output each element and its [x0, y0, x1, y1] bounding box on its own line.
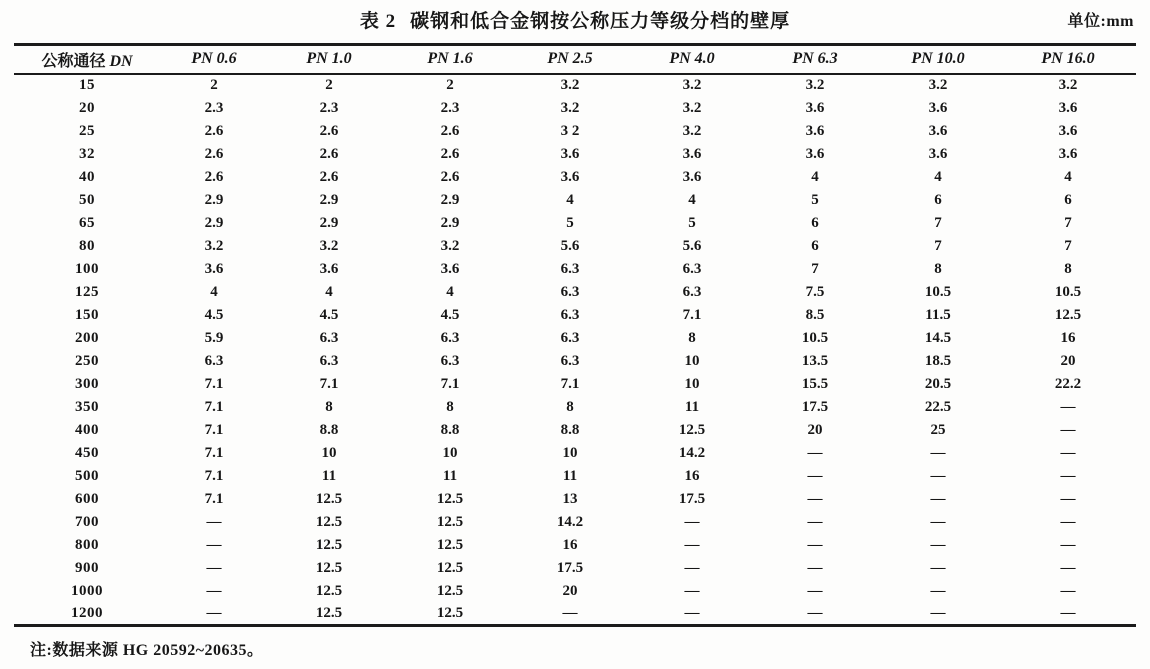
value-cell: 6.3	[204, 352, 224, 369]
value-cell: 14.5	[924, 329, 952, 346]
value-cell: 5	[566, 214, 574, 231]
value-cell: —	[684, 604, 700, 621]
value-cell: 10	[684, 375, 700, 392]
value-cell: 20	[1060, 352, 1076, 369]
dn-header-symbol: DN	[109, 52, 133, 70]
value-cell: —	[930, 559, 946, 576]
value-cell: —	[807, 559, 823, 576]
value-cell: 3.2	[560, 77, 580, 93]
value-cell: —	[562, 604, 578, 621]
table-row	[14, 166, 1136, 189]
value-cell: 8	[688, 329, 696, 346]
value-cell: 20	[562, 582, 578, 599]
value-cell: 12.5	[315, 604, 343, 621]
value-cell: 5	[811, 191, 819, 208]
value-cell: —	[930, 582, 946, 599]
table-row	[14, 465, 1136, 488]
value-cell: 4	[1064, 168, 1072, 185]
value-cell: —	[930, 490, 946, 507]
value-cell: 4.5	[440, 306, 460, 323]
table-row	[14, 189, 1136, 212]
value-cell: 2.9	[319, 191, 339, 208]
value-cell: 12.5	[436, 513, 464, 530]
value-cell: 4	[566, 191, 574, 208]
value-cell: 13	[562, 490, 578, 507]
column-header-pn: PN 10.0	[876, 45, 1000, 74]
value-cell: —	[206, 559, 222, 576]
column-header-pn: PN 1.6	[390, 45, 510, 74]
value-cell: 7.1	[319, 375, 339, 392]
dn-header-text: 公称通径	[41, 52, 110, 70]
value-cell: —	[206, 536, 222, 553]
column-header-pn: PN 0.6	[160, 45, 268, 74]
value-cell: 3.2	[1058, 77, 1078, 93]
value-cell: 10.5	[1054, 283, 1082, 300]
value-cell: —	[1060, 604, 1076, 621]
value-cell: 6.3	[440, 352, 460, 369]
value-cell: 3.2	[440, 237, 460, 254]
value-cell: 7.1	[204, 421, 224, 438]
value-cell: 15.5	[801, 375, 829, 392]
dn-cell: 15	[79, 77, 95, 93]
value-cell: 2.9	[440, 191, 460, 208]
header-row	[14, 45, 1136, 74]
value-cell: —	[930, 604, 946, 621]
value-cell: 10.5	[801, 329, 829, 346]
value-cell: 3.6	[319, 260, 339, 277]
value-cell: 4	[446, 283, 454, 300]
value-cell: 12.5	[1054, 306, 1082, 323]
value-cell: 6.3	[440, 329, 460, 346]
value-cell: 16	[1060, 329, 1076, 346]
value-cell: 7	[934, 237, 942, 254]
column-header-pn: PN 16.0	[1000, 45, 1136, 74]
dn-cell: 200	[75, 329, 99, 346]
value-cell: 2.6	[440, 168, 460, 185]
value-cell: 2.3	[204, 99, 224, 116]
value-cell: 16	[562, 536, 578, 553]
value-cell: 7	[934, 214, 942, 231]
value-cell: 12.5	[315, 559, 343, 576]
dn-cell: 400	[75, 421, 99, 438]
value-cell: —	[930, 536, 946, 553]
value-cell: 25	[930, 421, 946, 438]
table-row	[14, 258, 1136, 281]
value-cell: 3.6	[1058, 99, 1078, 116]
value-cell: 6.3	[560, 260, 580, 277]
value-cell: 7.1	[440, 375, 460, 392]
value-cell: 3 2	[560, 122, 580, 139]
value-cell: 6.3	[560, 283, 580, 300]
value-cell: 12.5	[315, 536, 343, 553]
value-cell: 3.6	[204, 260, 224, 277]
table-row	[14, 373, 1136, 396]
value-cell: 20	[807, 421, 823, 438]
dn-cell: 450	[75, 444, 99, 461]
value-cell: 11.5	[925, 306, 951, 323]
value-cell: 7.1	[204, 375, 224, 392]
table-row	[14, 580, 1136, 603]
value-cell: 2.9	[204, 214, 224, 231]
dn-cell: 500	[75, 467, 99, 484]
value-cell: 5.6	[682, 237, 702, 254]
value-cell: 6	[934, 191, 942, 208]
value-cell: 20.5	[924, 375, 952, 392]
value-cell: 4.5	[319, 306, 339, 323]
dn-cell: 100	[75, 260, 99, 277]
value-cell: —	[684, 536, 700, 553]
value-cell: 7	[811, 260, 819, 277]
value-cell: —	[684, 582, 700, 599]
dn-cell: 350	[75, 398, 99, 415]
value-cell: —	[206, 604, 222, 621]
value-cell: 8	[566, 398, 574, 415]
table-row	[14, 488, 1136, 511]
value-cell: —	[1060, 444, 1076, 461]
value-cell: 12.5	[315, 582, 343, 599]
value-cell: —	[807, 582, 823, 599]
value-cell: 14.2	[678, 444, 706, 461]
value-cell: 6	[811, 214, 819, 231]
value-cell: 3.2	[204, 237, 224, 254]
table-row	[14, 350, 1136, 373]
value-cell: 7.5	[805, 283, 825, 300]
table-row	[14, 97, 1136, 120]
value-cell: —	[684, 559, 700, 576]
value-cell: 4	[210, 283, 218, 300]
value-cell: 17.5	[556, 559, 584, 576]
value-cell: 2.3	[319, 99, 339, 116]
value-cell: 2.9	[319, 214, 339, 231]
value-cell: —	[684, 513, 700, 530]
value-cell: 3.6	[440, 260, 460, 277]
value-cell: 3.6	[1058, 122, 1078, 139]
value-cell: 4	[688, 191, 696, 208]
value-cell: —	[1060, 513, 1076, 530]
value-cell: 2.6	[204, 145, 224, 162]
value-cell: 3.6	[1058, 145, 1078, 162]
value-cell: 3.2	[805, 77, 825, 93]
value-cell: 3.2	[560, 99, 580, 116]
value-cell: 12.5	[436, 582, 464, 599]
value-cell: 10	[684, 352, 700, 369]
dn-cell: 40	[79, 168, 95, 185]
dn-cell: 25	[79, 122, 95, 139]
value-cell: 6.3	[560, 306, 580, 323]
dn-cell: 20	[79, 99, 95, 116]
value-cell: 5	[688, 214, 696, 231]
value-cell: 8	[1064, 260, 1072, 277]
value-cell: 2.6	[204, 122, 224, 139]
column-header-pn: PN 2.5	[510, 45, 630, 74]
table-row	[14, 396, 1136, 419]
value-cell: —	[1060, 421, 1076, 438]
dn-cell: 800	[75, 536, 99, 553]
dn-cell: 300	[75, 375, 99, 392]
value-cell: 3.6	[682, 168, 702, 185]
table-row	[14, 557, 1136, 580]
table-caption-row	[0, 6, 1150, 40]
value-cell: 10	[442, 444, 458, 461]
value-cell: —	[1060, 490, 1076, 507]
value-cell: 11	[442, 467, 458, 484]
value-cell: 4	[325, 283, 333, 300]
table-head	[14, 45, 1136, 74]
value-cell: 10.5	[924, 283, 952, 300]
table-row	[14, 327, 1136, 350]
value-cell: 3.2	[928, 77, 948, 93]
dn-cell: 150	[75, 306, 99, 323]
table-row	[14, 281, 1136, 304]
value-cell: 5.9	[204, 329, 224, 346]
value-cell: 14.2	[556, 513, 584, 530]
dn-cell: 1200	[71, 604, 103, 621]
value-cell: 6.3	[319, 352, 339, 369]
value-cell: 8	[446, 398, 454, 415]
dn-cell: 1000	[71, 582, 103, 599]
value-cell: 12.5	[436, 559, 464, 576]
dn-cell: 600	[75, 490, 99, 507]
value-cell: —	[1060, 582, 1076, 599]
table-row	[14, 120, 1136, 143]
value-cell: 7.1	[204, 490, 224, 507]
value-cell: 16	[684, 467, 700, 484]
value-cell: 12.5	[436, 536, 464, 553]
value-cell: 2.6	[440, 145, 460, 162]
dn-cell: 80	[79, 237, 95, 254]
table-row	[14, 143, 1136, 166]
value-cell: 3.2	[682, 77, 702, 93]
value-cell: 7.1	[204, 444, 224, 461]
value-cell: —	[807, 513, 823, 530]
column-header-pn: PN 1.0	[268, 45, 390, 74]
value-cell: —	[807, 467, 823, 484]
value-cell: 2.6	[319, 145, 339, 162]
value-cell: 8	[325, 398, 333, 415]
value-cell: 3.6	[682, 145, 702, 162]
value-cell: 6.3	[560, 329, 580, 346]
table-row	[14, 235, 1136, 258]
value-cell: 22.5	[924, 398, 952, 415]
table-row	[14, 511, 1136, 534]
dn-cell: 900	[75, 559, 99, 576]
value-cell: 2.6	[440, 122, 460, 139]
value-cell: —	[206, 513, 222, 530]
value-cell: 11	[321, 467, 337, 484]
value-cell: 6	[1064, 191, 1072, 208]
value-cell: 3.2	[682, 99, 702, 116]
value-cell: 3.6	[560, 168, 580, 185]
value-cell: 3.6	[805, 99, 825, 116]
value-cell: 3.6	[805, 122, 825, 139]
dn-cell: 50	[79, 191, 95, 208]
value-cell: 6	[811, 237, 819, 254]
value-cell: —	[807, 444, 823, 461]
value-cell: 8.5	[805, 306, 825, 323]
value-cell: 12.5	[315, 513, 343, 530]
value-cell: 2	[446, 77, 454, 93]
value-cell: 12.5	[436, 604, 464, 621]
value-cell: 2.9	[204, 191, 224, 208]
value-cell: 7.1	[682, 306, 702, 323]
dn-cell: 32	[79, 145, 95, 162]
value-cell: 13.5	[801, 352, 829, 369]
value-cell: 3.6	[928, 145, 948, 162]
value-cell: 2.6	[204, 168, 224, 185]
table-row	[14, 212, 1136, 235]
value-cell: —	[807, 536, 823, 553]
value-cell: 17.5	[678, 490, 706, 507]
table-number: 表 2	[359, 11, 397, 32]
value-cell: 6.3	[682, 260, 702, 277]
table-row	[14, 74, 1136, 97]
table-body	[14, 74, 1136, 626]
value-cell: 17.5	[801, 398, 829, 415]
dn-cell: 125	[75, 283, 99, 300]
value-cell: 2.3	[440, 99, 460, 116]
value-cell: 2.6	[319, 168, 339, 185]
table-row	[14, 304, 1136, 327]
footnote: 注:数据来源 HG 20592~20635。	[30, 642, 264, 659]
value-cell: 7.1	[204, 398, 224, 415]
dn-cell: 65	[79, 214, 95, 231]
value-cell: 11	[684, 398, 700, 415]
table-row	[14, 419, 1136, 442]
value-cell: —	[1060, 559, 1076, 576]
value-cell: —	[807, 490, 823, 507]
value-cell: —	[930, 467, 946, 484]
table-title: 碳钢和低合金钢按公称压力等级分档的壁厚	[410, 11, 791, 32]
value-cell: —	[206, 582, 222, 599]
value-cell: 4	[934, 168, 942, 185]
value-cell: 3.2	[319, 237, 339, 254]
value-cell: 6.3	[560, 352, 580, 369]
table-row	[14, 603, 1136, 626]
value-cell: 3.6	[805, 145, 825, 162]
value-cell: 18.5	[924, 352, 952, 369]
value-cell: 2	[210, 77, 218, 93]
value-cell: 2.6	[319, 122, 339, 139]
value-cell: —	[1060, 398, 1076, 415]
value-cell: 10	[562, 444, 578, 461]
value-cell: 12.5	[678, 421, 706, 438]
value-cell: 3.6	[560, 145, 580, 162]
value-cell: 12.5	[315, 490, 343, 507]
table-row	[14, 534, 1136, 557]
value-cell: 8	[934, 260, 942, 277]
value-cell: 22.2	[1054, 375, 1082, 392]
value-cell: 7	[1064, 237, 1072, 254]
wall-thickness-table	[14, 43, 1136, 627]
column-header-dn	[14, 45, 160, 74]
dn-cell: 250	[75, 352, 99, 369]
value-cell: 3.6	[928, 122, 948, 139]
value-cell: —	[930, 513, 946, 530]
table-row	[14, 442, 1136, 465]
value-cell: 2.9	[440, 214, 460, 231]
value-cell: 3.2	[682, 122, 702, 139]
value-cell: 12.5	[436, 490, 464, 507]
value-cell: 8.8	[560, 421, 580, 438]
value-cell: 8.8	[440, 421, 460, 438]
value-cell: 4	[811, 168, 819, 185]
column-header-pn: PN 4.0	[630, 45, 754, 74]
value-cell: —	[1060, 536, 1076, 553]
value-cell: 6.3	[319, 329, 339, 346]
value-cell: —	[1060, 467, 1076, 484]
value-cell: 3.6	[928, 99, 948, 116]
value-cell: 11	[562, 467, 578, 484]
value-cell: 6.3	[682, 283, 702, 300]
value-cell: 8.8	[319, 421, 339, 438]
value-cell: 7	[1064, 214, 1072, 231]
value-cell: 2	[325, 77, 333, 93]
dn-cell: 700	[75, 513, 99, 530]
value-cell: 10	[321, 444, 337, 461]
column-header-pn: PN 6.3	[754, 45, 876, 74]
value-cell: 7.1	[560, 375, 580, 392]
value-cell: 4.5	[204, 306, 224, 323]
table-caption	[136, 6, 1014, 33]
value-cell: —	[807, 604, 823, 621]
value-cell: 5.6	[560, 237, 580, 254]
value-cell: —	[930, 444, 946, 461]
unit-label: 单位:mm	[1067, 13, 1134, 30]
value-cell: 7.1	[204, 467, 224, 484]
